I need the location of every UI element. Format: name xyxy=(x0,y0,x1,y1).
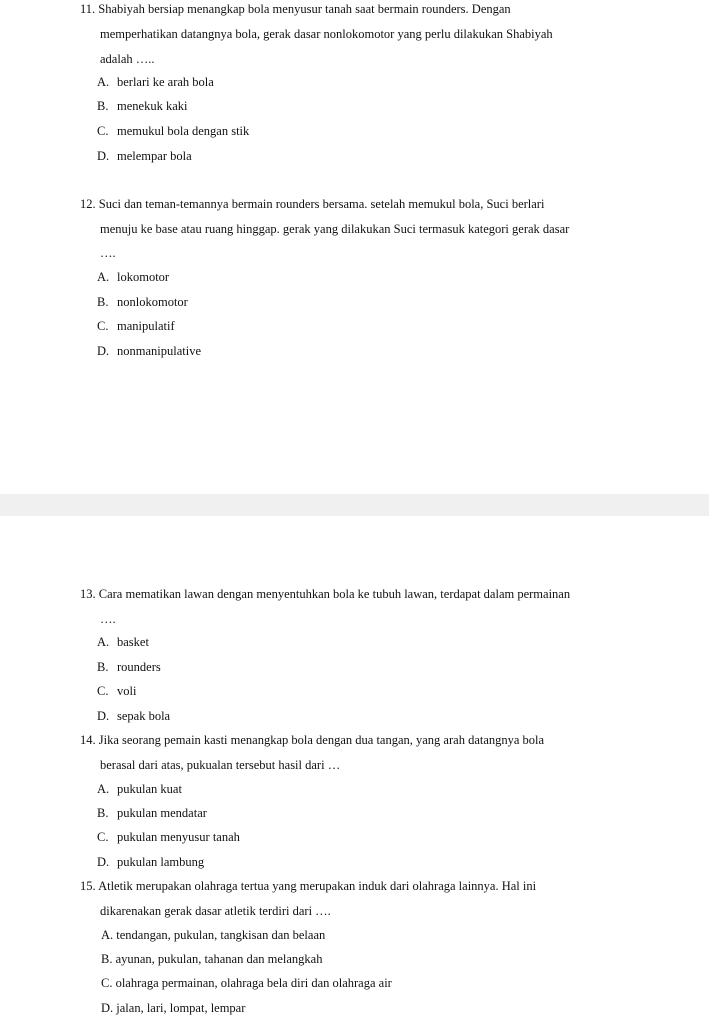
answer-option-d[interactable]: D. jalan, lari, lompat, lempar xyxy=(101,1001,246,1015)
question-number: 13. xyxy=(80,587,96,601)
answer-option-d[interactable]: D. pukulan lambung xyxy=(97,855,205,869)
question-text-line: berasal dari atas, pukualan tersebut hasil dari … xyxy=(100,758,341,772)
answer-option-a[interactable]: A. basket xyxy=(97,635,149,649)
answer-option-a[interactable]: A. tendangan, pukulan, tangkisan dan belaan xyxy=(101,928,326,942)
question-text-line: …. xyxy=(100,612,116,626)
question-number: 14. xyxy=(80,733,96,747)
answer-option-b[interactable]: B. menekuk kaki xyxy=(97,99,188,113)
question-text-line: memperhatikan datangnya bola, gerak dasar nonlokomotor yang perlu dilakukan Shabiyah xyxy=(100,27,553,41)
answer-option-d[interactable]: D. sepak bola xyxy=(97,709,171,723)
question-number: 11. xyxy=(80,2,96,16)
answer-option-c[interactable]: C. voli xyxy=(97,684,137,698)
answer-option-a[interactable]: A. pukulan kuat xyxy=(97,782,182,796)
question-text-line: …. xyxy=(100,246,116,260)
answer-option-c[interactable]: C. olahraga permainan, olahraga bela diri dan olahraga air xyxy=(101,976,392,990)
answer-option-b[interactable]: B. rounders xyxy=(97,660,161,674)
question-text-line: 11. Shabiyah bersiap menangkap bola menyusur tanah saat bermain rounders. Dengan xyxy=(80,2,511,16)
question-text-line: 13. Cara mematikan lawan dengan menyentuhkan bola ke tubuh lawan, terdapat dalam permainan xyxy=(80,587,571,601)
answer-option-c[interactable]: C. memukul bola dengan stik xyxy=(97,124,250,138)
question-text-line: dikarenakan gerak dasar atletik terdiri dari …. xyxy=(100,904,331,918)
answer-option-c[interactable]: C. manipulatif xyxy=(97,319,175,333)
answer-option-b[interactable]: B. ayunan, pukulan, tahanan dan melangkah xyxy=(101,952,323,966)
document-page-1 xyxy=(0,0,709,494)
question-text-line: 14. Jika seorang pemain kasti menangkap bola dengan dua tangan, yang arah datangnya bola xyxy=(80,733,545,747)
question-number: 12. xyxy=(80,197,96,211)
question-text-line: adalah ….. xyxy=(100,52,155,66)
answer-option-c[interactable]: C. pukulan menyusur tanah xyxy=(97,830,240,844)
answer-option-b[interactable]: B. pukulan mendatar xyxy=(97,806,207,820)
page-separator xyxy=(0,494,709,516)
answer-option-a[interactable]: A. berlari ke arah bola xyxy=(97,75,214,89)
answer-option-b[interactable]: B. nonlokomotor xyxy=(97,295,188,309)
question-text-line: menuju ke base atau ruang hinggap. gerak yang dilakukan Suci termasuk kategori gerak dasar xyxy=(100,222,570,236)
answer-option-d[interactable]: D. melempar bola xyxy=(97,149,192,163)
question-number: 15. xyxy=(80,879,96,893)
answer-option-d[interactable]: D. nonmanipulative xyxy=(97,344,202,358)
question-text-line: 15. Atletik merupakan olahraga tertua yang merupakan induk dari olahraga lainnya. Hal ini xyxy=(80,879,537,893)
answer-option-a[interactable]: A. lokomotor xyxy=(97,270,170,284)
question-text-line: 12. Suci dan teman-temannya bermain rounders bersama. setelah memukul bola, Suci berlari xyxy=(80,197,545,211)
document-page-2 xyxy=(0,516,709,1021)
